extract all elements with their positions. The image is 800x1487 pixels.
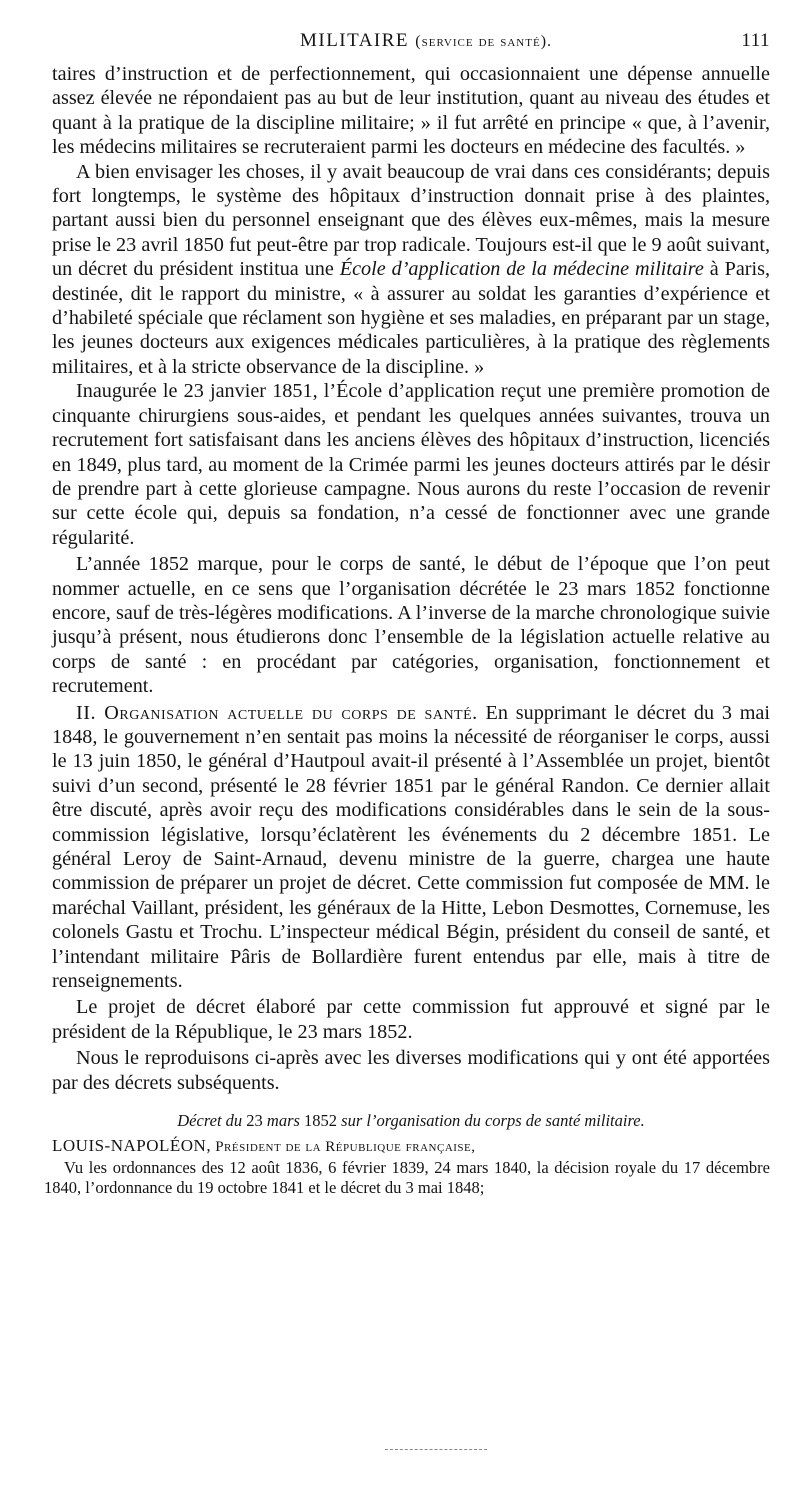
- paragraph-annee-1852: L’année 1852 marque, pour le corps de santé, le début de l’époque que l’on peut nommer actuelle, en ce sens que l’organisation décrétée le 23 mars 1852 fonctionne encore, sauf de très-légères modifications. A l’inverse de la marche chronologique suivie jusqu’à présent, nous étudierons donc l’ensemble de la législation actuelle relative au corps de santé : en procédant par catégories, organisation, fonctionnement et recrutement.: [52, 553, 770, 698]
- page-number: 111: [741, 30, 770, 51]
- footer-rule: [385, 1449, 487, 1450]
- paragraph-projet: Le projet de décret élaboré par cette commission fut approuvé et signé par le président de la République, le 23 mars 1852.: [52, 996, 770, 1043]
- paragraph-inauguration: Inaugurée le 23 janvier 1851, l’École d’application reçut une première promotion de cinquante chirurgiens sous-aides, et pendant les quelques années suivantes, trouva un recrutement fort satisfaisant dans les anciens élèves des hôpitaux d’instruction, licenciés en 1849, plus tard, au moment de la Crimée parmi les jeunes docteurs attirés par le désir de prendre part à cette glorieuse campagne. Nous aurons du reste l’occasion de revenir sur cette école qui, depuis sa fondation, n’a cessé de fonctionner avec une grande régularité.: [52, 380, 770, 549]
- decree-title: Décret du 23 mars 1852 sur l’organisation du corps de santé militaire.: [177, 1111, 645, 1131]
- paragraph-continued: taires d’instruction et de perfectionnement, qui occasionnaient une dépense annuelle assez élevée ne répondaient pas au but de leur institution, quant au niveau des études et quant à la pratique de la discipline militaire; » il fut arrêté en principe « que, à l’avenir, les médecins militaires se recruteraient parmi les docteurs en médecine des facultés. »: [52, 63, 770, 159]
- school-name-italic: École d’application de la médecine militaire: [339, 258, 704, 281]
- paragraph-considerants: A bien envisager les choses, il y avait beaucoup de vrai dans ces considérants; depuis fort longtemps, le système des hôpitaux d’instruction donnait prise à des plaintes, partant aussi bien du personnel enseignant que des élèves eux-mêmes, mais la mesure prise le 23 avril 1850 fut peut-être par trop radicale. Toujours est-il que le 9 août suivant, un décret du président institua une École d’application de la médecine militaire à Paris, destinée, dit le rapport du ministre, « à assurer au soldat les garanties d’expérience et d’habileté spéciale que réclament son hygiène et ses maladies, en préparant par un stage, les jeunes docteurs aux exigences médicales particulières, à la pratique des règlements militaires, et à la stricte observance de la discipline. »: [52, 160, 771, 378]
- paragraph-organisation: II. Organisation actuelle du corps de santé. En supprimant le décret du 3 mai 1848, le gouvernement n’en sentait pas moins la nécessité de réorganiser le corps, aussi le 13 juin 1850, le général d’Hautpoul avait-il présenté à l’Assemblée un projet, bientôt suivi d’un second, présenté le 28 février 1851 par le général Randon. Ce dernier allait être discuté, après avoir reçu des modifications considérables dans le sein de la sous-commission législative, lorsqu’éclatèrent les événements du 2 décembre 1851. Le général Leroy de Saint-Arnaud, devenu ministre de la guerre, chargea une haute commission de préparer un projet de décret. Cette commission fut composée de MM. le maréchal Vaillant, président, les généraux de la Hitte, Lebon Desmottes, Cornemuse, les colonels Gastu et Trochu. L’inspecteur médical Bégin, président du conseil de santé, et l’intendant militaire Pâris de Bollardière furent entendus par elle, mais à titre de renseignements.: [52, 701, 771, 993]
- running-subtitle: (service de santé).: [415, 33, 553, 50]
- running-header: [52, 30, 770, 56]
- paragraph-reproduction: Nous le reproduisons ci-après avec les diverses modifications qui y ont été apportées par des décrets subséquents.: [52, 1047, 770, 1094]
- decree-preamble: Vu les ordonnances des 12 août 1836, 6 février 1839, 24 mars 1840, la décision royale du 17 décembre 1840, l’ordonnance du 19 octobre 1841 et le décret du 3 mai 1848;: [44, 1158, 770, 1198]
- issuer-title: Président de la République française,: [215, 1139, 476, 1156]
- page-content: [44, 30, 771, 1198]
- running-title: MILITAIRE (service de santé).: [299, 30, 553, 51]
- decree-issuer: [52, 1135, 770, 1158]
- issuer-name: LOUIS-NAPOLÉON,: [52, 1136, 212, 1156]
- section-heading: II. Organisation actuelle du corps de santé.: [76, 701, 478, 724]
